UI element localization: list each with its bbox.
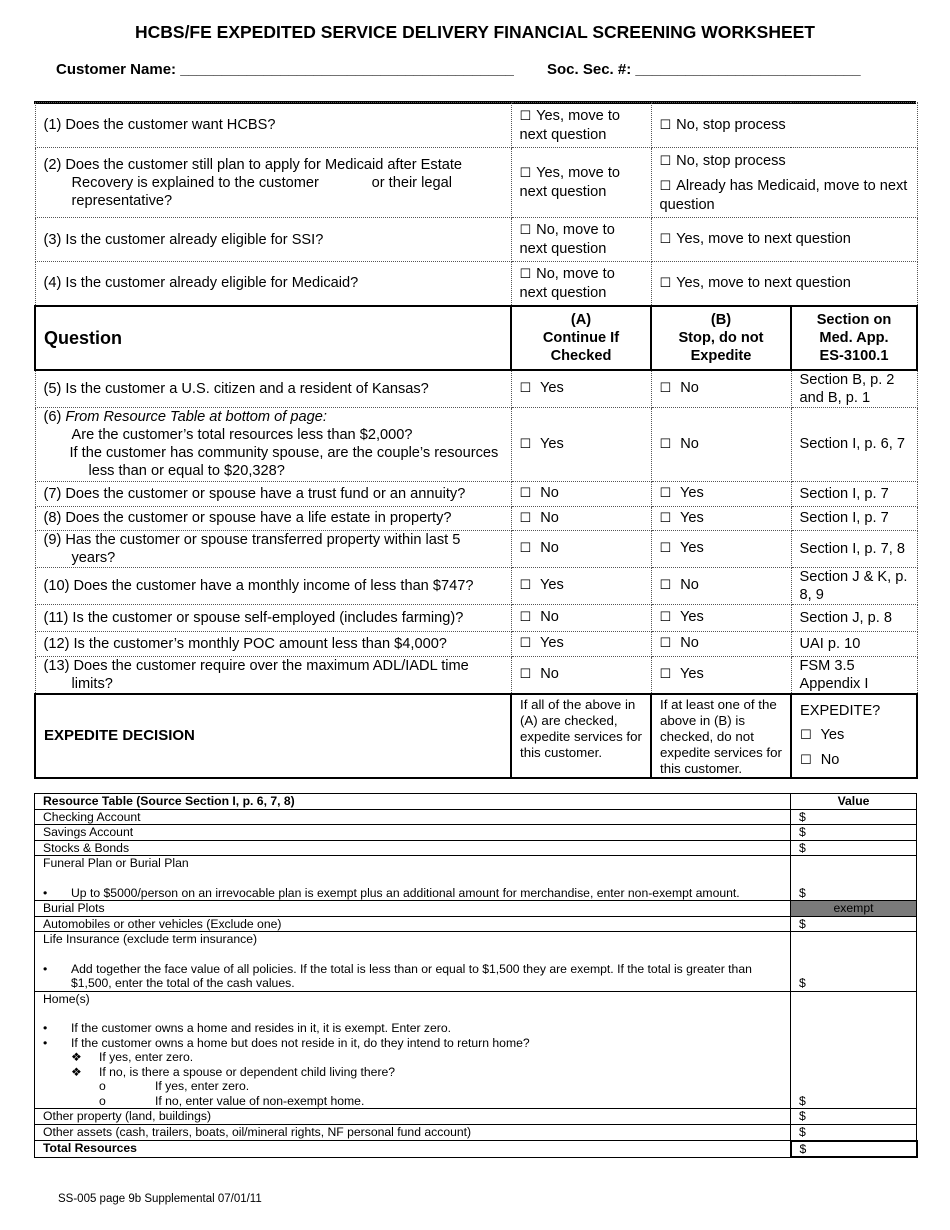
resource-row-other-property (35, 1109, 917, 1125)
column-header-row (35, 306, 917, 370)
resource-header: Resource Table (Source Section I, p. 6, 7, 8) (35, 794, 791, 810)
prelim-row-4 (35, 262, 917, 306)
resource-label: Home(s) • If the customer owns a home and resides in it, it is exempt. Enter zero. • If the customer owns a home but does not reside in it, do they intend to return home? ❖ If yes, enter zero. ❖ If no, is there a spouse or dependent child living there? o If yes, enter zero. o If no, enter value of non-exempt home. (35, 991, 791, 1109)
answer-a[interactable]: ☐ Yes, move to next question (511, 103, 651, 148)
question-text: (2) Does the customer still plan to apply for Medicaid after Estate Recovery is explained to the customer or their legal representative? (35, 148, 511, 218)
answer-a[interactable]: ☐ Yes (511, 370, 651, 408)
resource-row-checking (35, 809, 917, 825)
expedite-question: EXPEDITE? (800, 702, 881, 719)
resource-label: Stocks & Bonds (35, 840, 791, 856)
col-a-header: (A) Continue If Checked (511, 306, 651, 370)
question-text: (11) Is the customer or spouse self-employed (includes farming)? (35, 604, 511, 631)
total-label: Total Resources (35, 1141, 791, 1158)
question-row-6 (35, 407, 917, 481)
answer-a[interactable]: ☐ Yes, move to next question (511, 148, 651, 218)
resource-row-homes (35, 991, 917, 1109)
customer-name-field[interactable]: Customer Name: ________________________________________ (56, 61, 514, 78)
answer-b[interactable]: ☐ Yes (651, 481, 791, 506)
section-ref: UAI p. 10 (791, 631, 917, 656)
expedite-decision-label: EXPEDITE DECISION (35, 694, 511, 778)
answer-b[interactable]: ☐ Yes, move to next question (651, 262, 917, 306)
question-text: (6) From Resource Table at bottom of page: Are the customer’s total resources less than $2,000? If the customer has community spouse, are the couple’s resources less than or equal to $20,328? (35, 407, 511, 481)
answer-b[interactable]: ☐ No, stop process ☐ Already has Medicaid, move to next question (651, 148, 917, 218)
value-input[interactable]: $ (791, 1109, 917, 1125)
resource-label: Checking Account (35, 809, 791, 825)
expedite-yes-checkbox[interactable]: ☐ Yes (800, 726, 845, 743)
decision-b-text: If at least one of the above in (B) is checked, do not expedite services for this customer. (651, 694, 791, 778)
exempt-cell: exempt (791, 901, 917, 917)
question-row-8 (35, 506, 917, 530)
value-header: Value (791, 794, 917, 810)
value-input[interactable]: $ (791, 825, 917, 841)
question-row-7 (35, 481, 917, 506)
prelim-row-1 (35, 103, 917, 148)
answer-a[interactable]: ☐ No (511, 656, 651, 694)
resource-header-row (35, 794, 917, 810)
resource-label: Funeral Plan or Burial Plan • Up to $5000/person on an irrevocable plan is exempt plus an additional amount for merchandise, enter non-exempt amount. (35, 856, 791, 901)
value-input[interactable]: $ (791, 809, 917, 825)
section-ref: Section J, p. 8 (791, 604, 917, 631)
answer-a[interactable]: ☐ No (511, 481, 651, 506)
answer-a[interactable]: ☐ No, move to next question (511, 218, 651, 262)
value-input[interactable]: $ (791, 916, 917, 932)
section-ref: FSM 3.5 Appendix I (791, 656, 917, 694)
resource-row-savings (35, 825, 917, 841)
answer-a[interactable]: ☐ No (511, 530, 651, 567)
question-text: (4) Is the customer already eligible for Medicaid? (35, 262, 511, 306)
answer-b[interactable]: ☐ No, stop process (651, 103, 917, 148)
section-ref: Section I, p. 7, 8 (791, 530, 917, 567)
resource-row-total (35, 1141, 917, 1158)
value-input[interactable]: $ (791, 856, 917, 901)
form-footer: SS-005 page 9b Supplemental 07/01/11 (58, 1193, 262, 1205)
prelim-row-3 (35, 218, 917, 262)
resource-row-funeral (35, 856, 917, 901)
col-b-header: (B) Stop, do not Expedite (651, 306, 791, 370)
resource-label: Savings Account (35, 825, 791, 841)
resource-row-stocks (35, 840, 917, 856)
resource-row-other-assets (35, 1125, 917, 1141)
resource-row-burial-plots (35, 901, 917, 917)
value-input[interactable]: $ (791, 991, 917, 1109)
answer-b[interactable]: ☐ No (651, 370, 791, 408)
answer-b[interactable]: ☐ Yes (651, 604, 791, 631)
resource-row-autos (35, 916, 917, 932)
question-row-12 (35, 631, 917, 656)
total-value-input[interactable]: $ (791, 1141, 917, 1158)
answer-a[interactable]: ☐ Yes (511, 407, 651, 481)
question-row-13 (35, 656, 917, 694)
form-title: HCBS/FE EXPEDITED SERVICE DELIVERY FINANCIAL SCREENING WORKSHEET (134, 22, 815, 42)
resource-label: Life Insurance (exclude term insurance) • Add together the face value of all policies. If the total is less than or equal to $1,500 they are exempt. If the total is greater than $1,500, enter the total of the cash values. (35, 932, 791, 991)
question-text: (7) Does the customer or spouse have a trust fund or an annuity? (35, 481, 511, 506)
answer-b[interactable]: ☐ No (651, 631, 791, 656)
resource-label: Other property (land, buildings) (35, 1109, 791, 1125)
section-ref: Section J & K, p. 8, 9 (791, 567, 917, 604)
expedite-decision-row (35, 694, 917, 778)
section-ref: Section B, p. 2 and B, p. 1 (791, 370, 917, 408)
question-text: (5) Is the customer a U.S. citizen and a resident of Kansas? (35, 370, 511, 408)
answer-a[interactable]: ☐ Yes (511, 631, 651, 656)
question-text: (13) Does the customer require over the maximum ADL/IADL time limits? (35, 656, 511, 694)
value-input[interactable]: $ (791, 932, 917, 991)
ssn-field[interactable]: Soc. Sec. #: ___________________________ (547, 61, 861, 78)
value-input[interactable]: $ (791, 840, 917, 856)
col-section-header: Section on Med. App. ES-3100.1 (791, 306, 917, 370)
question-text: (3) Is the customer already eligible for SSI? (35, 218, 511, 262)
answer-a[interactable]: ☐ No (511, 506, 651, 530)
question-text: (1) Does the customer want HCBS? (35, 103, 511, 148)
decision-a-text: If all of the above in (A) are checked, expedite services for this customer. (511, 694, 651, 778)
answer-b[interactable]: ☐ Yes, move to next question (651, 218, 917, 262)
question-header: Question (35, 306, 511, 370)
question-text: (9) Has the customer or spouse transferred property within last 5 years? (35, 530, 511, 567)
section-ref: Section I, p. 7 (791, 506, 917, 530)
expedite-choice (791, 694, 917, 778)
value-input[interactable]: $ (791, 1125, 917, 1141)
resource-table (34, 793, 918, 1158)
answer-b[interactable]: ☐ No (651, 567, 791, 604)
answer-a[interactable]: ☐ No, move to next question (511, 262, 651, 306)
question-text: (8) Does the customer or spouse have a life estate in property? (35, 506, 511, 530)
prelim-row-2 (35, 148, 917, 218)
answer-b[interactable]: ☐ Yes (651, 506, 791, 530)
question-row-9 (35, 530, 917, 567)
question-row-11 (35, 604, 917, 631)
answer-b[interactable]: ☐ No (651, 407, 791, 481)
question-text: (10) Does the customer have a monthly income of less than $747? (35, 567, 511, 604)
question-text: (12) Is the customer’s monthly POC amount less than $4,000? (35, 631, 511, 656)
answer-a[interactable]: ☐ Yes (511, 567, 651, 604)
answer-b[interactable]: ☐ Yes (651, 530, 791, 567)
resource-label: Automobiles or other vehicles (Exclude one) (35, 916, 791, 932)
resource-row-life-insurance (35, 932, 917, 991)
resource-label: Burial Plots (35, 901, 791, 917)
screening-table (34, 102, 918, 779)
section-ref: Section I, p. 6, 7 (791, 407, 917, 481)
answer-a[interactable]: ☐ No (511, 604, 651, 631)
expedite-no-checkbox[interactable]: ☐ No (800, 751, 840, 768)
question-row-5 (35, 370, 917, 408)
answer-b[interactable]: ☐ Yes (651, 656, 791, 694)
question-row-10 (35, 567, 917, 604)
section-ref: Section I, p. 7 (791, 481, 917, 506)
resource-label: Other assets (cash, trailers, boats, oil/mineral rights, NF personal fund account) (35, 1125, 791, 1141)
